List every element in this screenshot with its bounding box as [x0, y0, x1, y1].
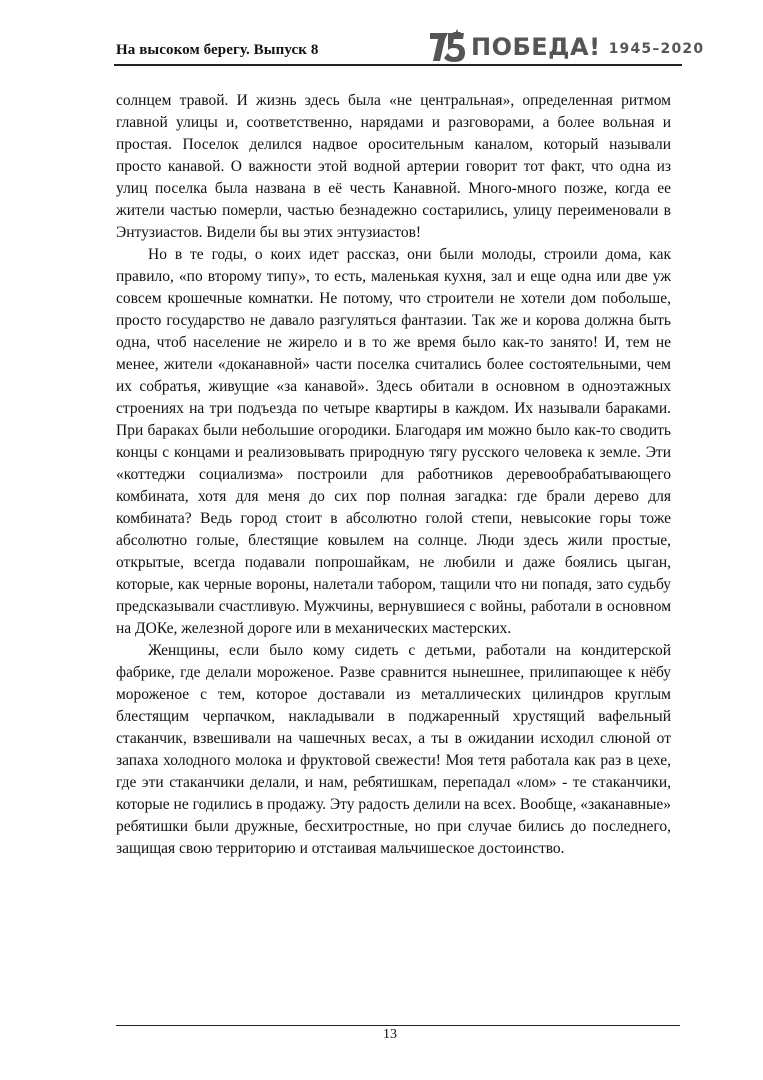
paragraph: солнцем травой. И жизнь здесь была «не центральная», определенная ритмом главной улицы и, соответственно, нарядами и разговорами, а более вольная и простая. Поселок делился надвое оросительным каналом, который называли просто канавой. О важности этой водной артерии говорит тот факт, что одна из улиц поселка была названа в её честь Канавной. Много-много позже, когда ее жители частью померли, частью безнадежно состарились, улицу переименовали в Энтузиастов. Видели бы вы этих энтузиастов! [116, 92, 671, 241]
paragraph: Но в те годы, о коих идет рассказ, они были молоды, строили дома, как правило, «по второму типу», то есть, маленькая кухня, зал и еще одна или две уж совсем крошечные комнатки. Не потому, что строители не хотели дом побольше, просто государство не давало разгуляться фантазии. Так же и корова должна быть одна, чтоб население не жирело и в то же время было как-то занято! И, тем не менее, жители «доканавной» части поселка считались более состоятельными, чем их собратья, живущие «за канавой». Здесь обитали в основном в одноэтажных строениях на три подъезда по четыре квартиры в каждом. Их называли бараками. При бараках были небольшие огородики. Благодаря им можно было как-то сводить концы с концами и реализовывать природную тягу русского человека к земле. Эти «коттеджи социализма» построили для работников деревообрабатывающего комбината, хотя для меня до сих пор полная загадка: где брали дерево для комбината? Ведь город стоит в абсолютно голой степи, невысокие горы тоже абсолютно голые, блестящие ковылем на солнце. Люди здесь жили простые, открытые, всегда подавали попрошайкам, не любили и даже боялись цыган, которые, как черные вороны, налетали табором, тащили что ни попадя, зато судьбу предсказывали счастливую. Мужчины, вернувшиеся с войны, работали в основном на ДОКе, железной дороге или в механических мастерских. [116, 246, 671, 637]
victory-75-logo [428, 29, 704, 65]
header-rule [114, 64, 682, 66]
running-header-title: На высоком берегу. Выпуск 8 [116, 42, 319, 58]
paragraph: Женщины, если было кому сидеть с детьми, работали на кондитерской фабрике, где делали мороженое. Разве сравнится нынешнее, прилипающее к нёбу мороженое с тем, которое доставали из металлических цилиндров круглым блестящим черпачком, накладывали в поджаренный хрустящий вафельный стаканчик, взвешивали на чашечных весах, а ты в ожидании исходил слюной от запаха холодного молока и фруктовой свежести! Моя тетя работала как раз в цехе, где эти стаканчики делали, и нам, ребятишкам, перепадал «лом» - те стаканчики, которые не годились в продажу. Эту радость делили на всех. Вообще, «заканавные» ребятишки были дружные, бесхитростные, но при случае бились до последнего, защищая свою территорию и отстаивая мальчишеское достоинство. [116, 642, 671, 857]
logo-years: 1945–2020 [608, 40, 705, 57]
logo-word: ПОБЕДА! [471, 33, 601, 61]
article-body [116, 90, 671, 860]
75-logo-icon [428, 29, 468, 65]
page-number: 13 [383, 1027, 397, 1042]
footer-rule [116, 1025, 680, 1026]
